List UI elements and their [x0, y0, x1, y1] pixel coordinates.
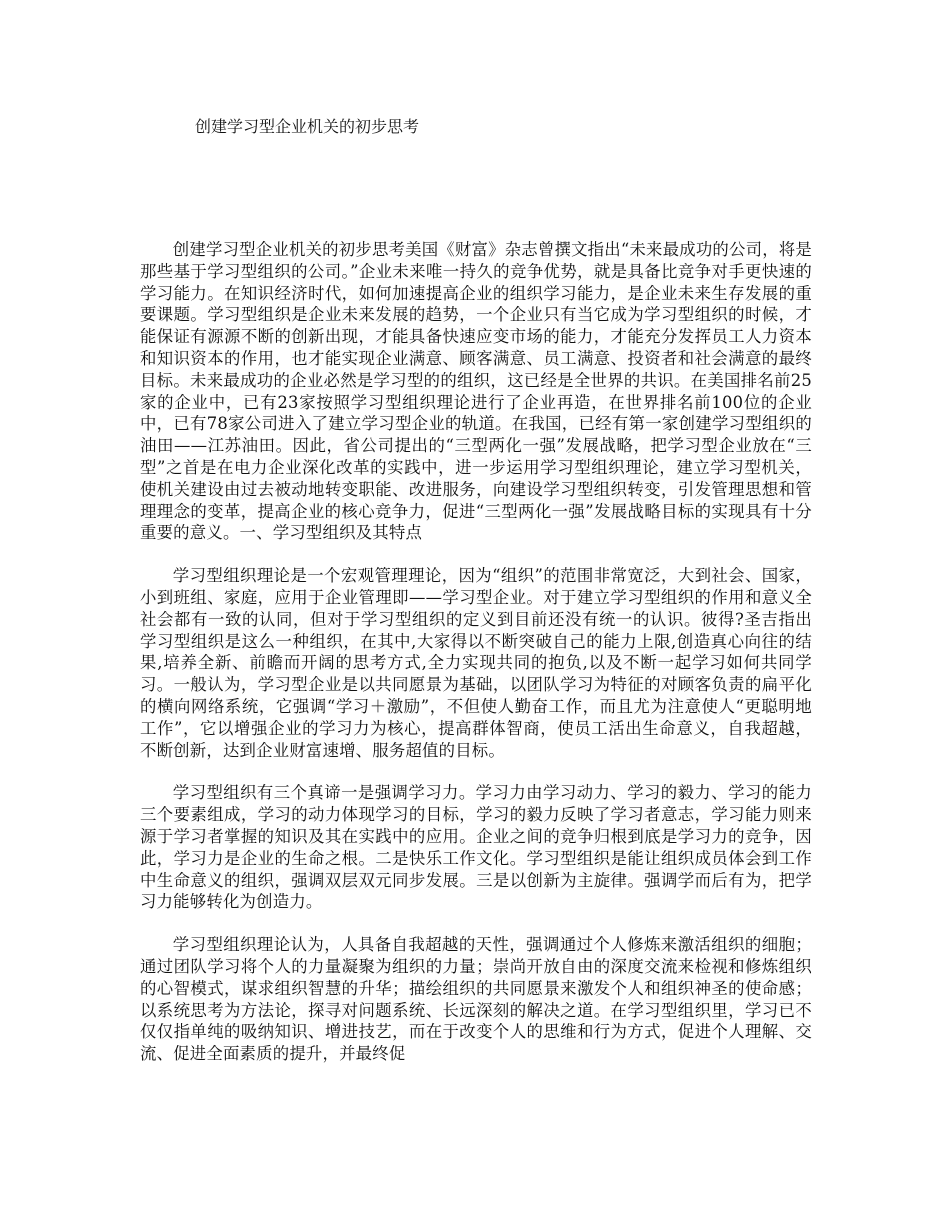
document-body: [140, 239, 812, 1086]
paragraph-3: 学习型组织有三个真谛一是强调学习力。学习力由学习动力、学习的毅力、学习的能力三个要素组成，学习的动力体现学习的目标，学习的毅力反映了学习者意志，学习能力则来源于学习者掌握的知识及其在实践中的应用。企业之间的竞争归根到底是学习力的竞争，因此，学习力是企业的生命之根。二是快乐工作文化。学习型组织是能让组织成员体会到工作中生命意义的组织，强调双层双元同步发展。三是以创新为主旋律。强调学而后有为，把学习力能够转化为创造力。: [140, 783, 812, 912]
document-title: 创建学习型企业机关的初步思考: [195, 117, 420, 136]
paragraph-2: 学习型组织理论是一个宏观管理理论，因为“组织”的范围非常宽泛，大到社会、国家，小到班组、家庭，应用于企业管理即——学习型企业。对于建立学习型组织的作用和意义全社会都有一致的认同，但对于学习型组织的定义到目前还没有统一的认识。彼得?圣吉指出学习型组织是这么一种组织，在其中,大家得以不断突破自己的能力上限,创造真心向往的结果,培养全新、前瞻而开阔的思考方式,全力实现共同的抱负,以及不断一起学习如何共同学习。一般认为，学习型企业是以共同愿景为基础，以团队学习为特征的对顾客负责的扁平化的横向网络系统，它强调“学习＋激励”，不但使人勤奋工作，而且尤为注意使人“更聪明地工作”，它以增强企业的学习力为核心，提高群体智商，使员工活出生命意义，自我超越，不断创新，达到企业财富速增、服务超值的目标。: [140, 566, 812, 760]
paragraph-1: 创建学习型企业机关的初步思考美国《财富》杂志曾撰文指出“未来最成功的公司，将是那些基于学习型组织的公司。”企业未来唯一持久的竞争优势，就是具备比竞争对手更快速的学习能力。在知识经济时代，如何加速提高企业的组织学习能力，是企业未来生存发展的重要课题。学习型组织是企业未来发展的趋势，一个企业只有当它成为学习型组织的时候，才能保证有源源不断的创新出现，才能具备快速应变市场的能力，才能充分发挥员工人力资本和知识资本的作用，也才能实现企业满意、顾客满意、员工满意、投资者和社会满意的最终目标。未来最成功的企业必然是学习型的的组织，这已经是全世界的共识。在美国排名前25家的企业中，已有23家按照学习型组织理论进行了企业再造，在世界排名前100位的企业中，已有78家公司进入了建立学习型企业的轨道。在我国，已经有第一家创建学习型组织的油田——江苏油田。因此，省公司提出的“三型两化一强”发展战略，把学习型企业放在“三型”之首是在电力企业深化改革的实践中，进一步运用学习型组织理论，建立学习型机关，使机关建设由过去被动地转变职能、改进服务，向建设学习型组织转变，引发管理思想和管理理念的变革，提高企业的核心竞争力，促进“三型两化一强”发展战略目标的实现具有十分重要的意义。一、学习型组织及其特点: [140, 240, 812, 543]
paragraph-4: 学习型组织理论认为，人具备自我超越的天性，强调通过个人修炼来激活组织的细胞；通过团队学习将个人的力量凝聚为组织的力量；崇尚开放自由的深度交流来检视和修炼组织的心智模式，谋求组织智慧的升华；描绘组织的共同愿景来激发个人和组织神圣的使命感；以系统思考为方法论，探寻对问题系统、长远深刻的解决之道。在学习型组织里，学习已不仅仅指单纯的吸纳知识、增进技艺，而在于改变个人的思维和行为方式，促进个人理解、交流、促进全面素质的提升，并最终促: [140, 935, 812, 1064]
